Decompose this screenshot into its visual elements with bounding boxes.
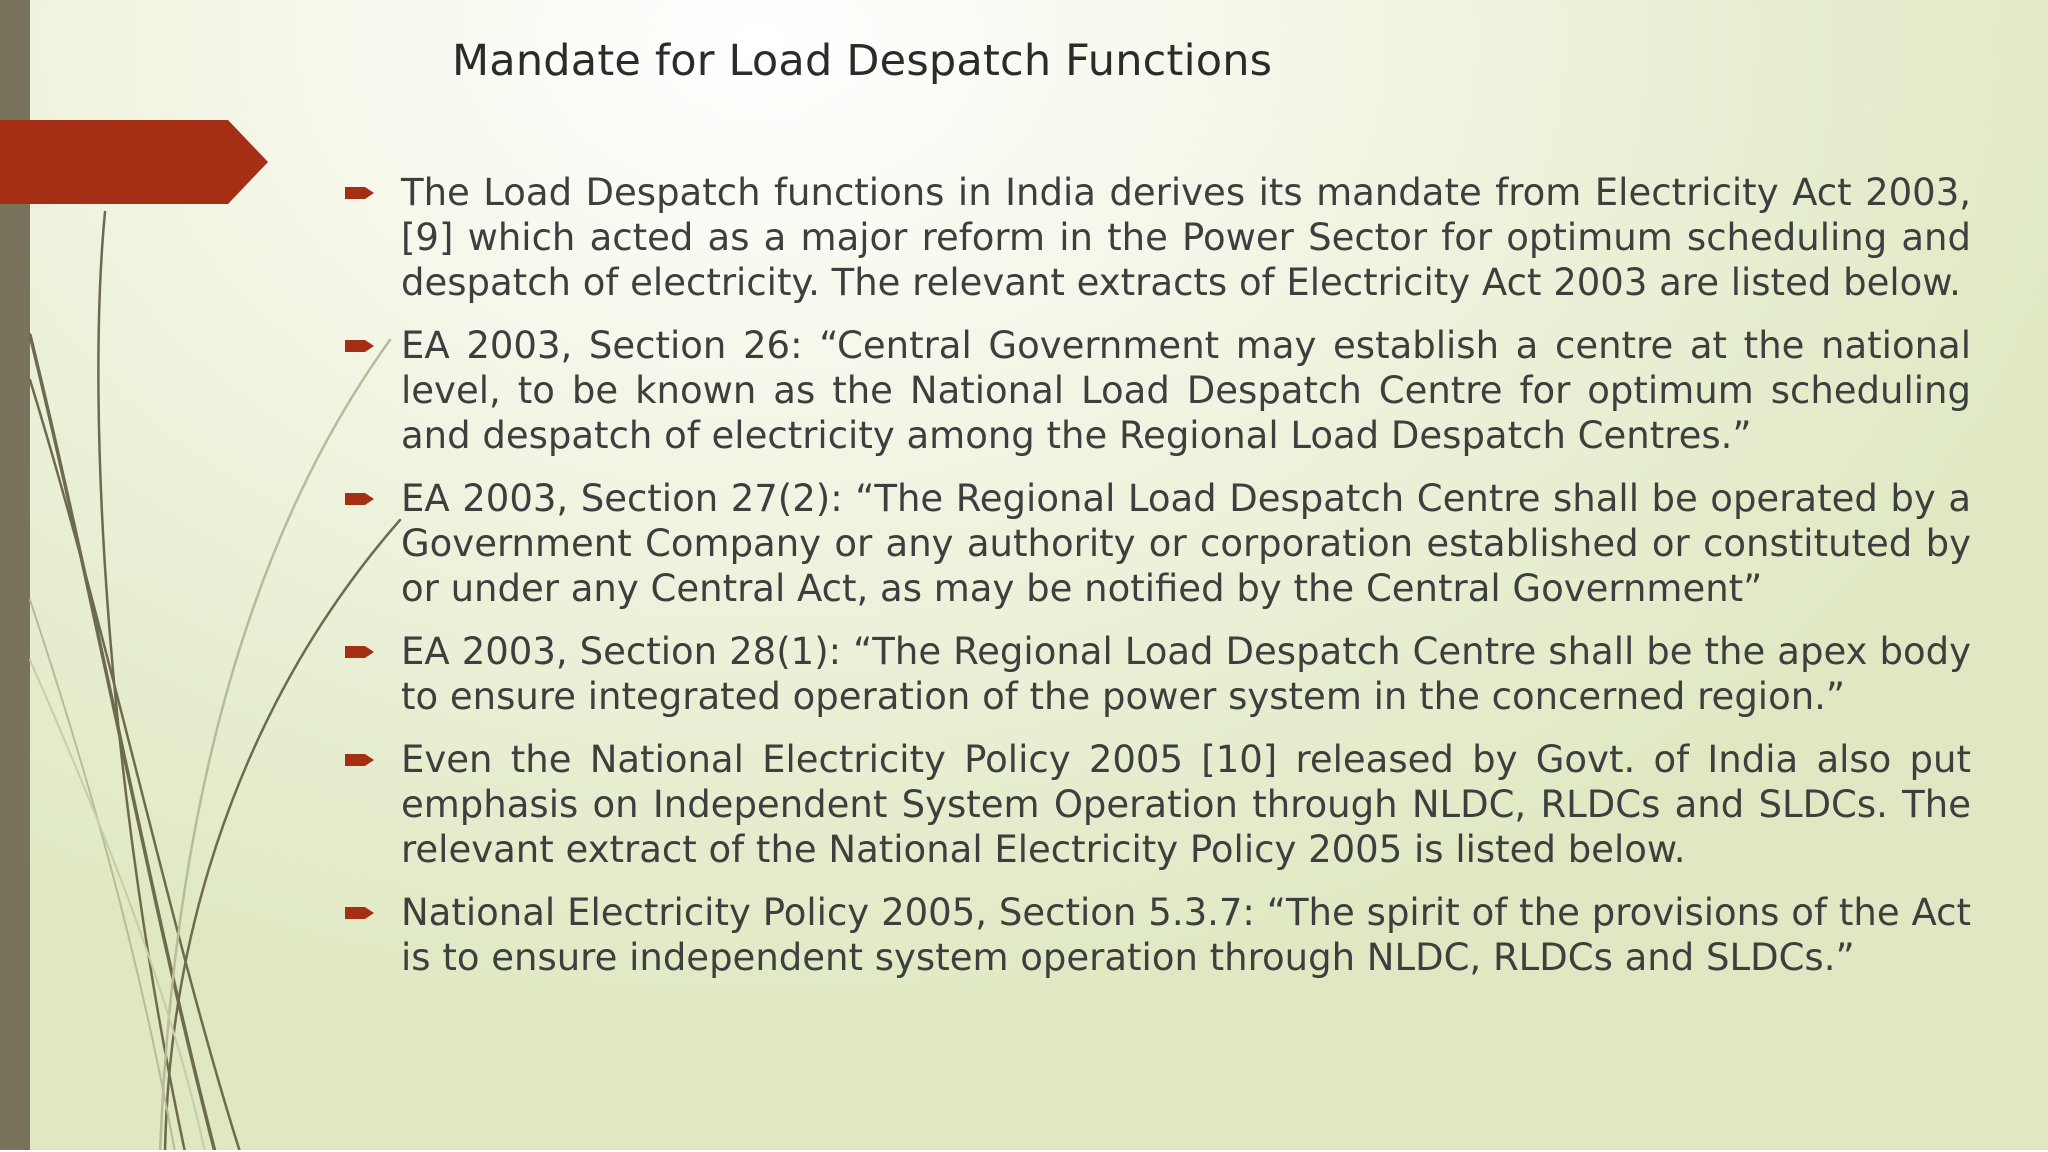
decor-curve-7: [30, 660, 205, 1152]
arrow-bullet-icon: [345, 737, 401, 782]
bullet-item: [345, 323, 1971, 458]
bullet-text: EA 2003, Section 28(1): “The Regional Load Despatch Centre shall be the apex body to ensure integrated operation of the power system in the concerned region.”: [401, 630, 1971, 718]
bullet-text: Even the National Electricity Policy 2005 [10] released by Govt. of India also put emphasis on Independent System Operation through NLDC, RLDCs and SLDCs. The relevant extract of the National Electricity Policy 2005 is listed below.: [401, 738, 1971, 871]
bullet-item: [345, 890, 1971, 980]
bullet-text: National Electricity Policy 2005, Section 5.3.7: “The spirit of the provisions of the Act is to ensure independent system operation through NLDC, RLDCs and SLDCs.”: [401, 891, 1971, 979]
bullet-text: EA 2003, Section 27(2): “The Regional Load Despatch Centre shall be operated by a Government Company or any authority or corporation established or constituted by or under any Central Act, as may be notified by the Central Government”: [401, 477, 1971, 610]
decor-curve-6: [30, 600, 175, 1152]
decor-curve-1: [30, 335, 215, 1152]
arrow-bullet-icon: [345, 170, 401, 215]
arrow-bullet-icon: [345, 890, 401, 935]
slide-title: Mandate for Load Despatch Functions: [452, 36, 1273, 86]
title-arrow-banner: [0, 120, 268, 204]
bullet-list: [345, 170, 1971, 998]
arrow-bullet-icon: [345, 323, 401, 368]
arrow-bullet-icon: [345, 476, 401, 521]
bullet-item: [345, 629, 1971, 719]
arrow-bullet-icon: [345, 629, 401, 674]
decor-curve-3: [98, 212, 185, 1152]
bullet-item: [345, 737, 1971, 872]
bullet-text: EA 2003, Section 26: “Central Government may establish a centre at the national level, to be known as the National Load Despatch Centre for optimum scheduling and despatch of electricity among the Regional Load Despatch Centres.”: [401, 324, 1971, 457]
bullet-item: [345, 476, 1971, 611]
bullet-text: The Load Despatch functions in India derives its mandate from Electricity Act 2003,[9] which acted as a major reform in the Power Sector for optimum scheduling and despatch of electricity. The relevant extracts of Electricity Act 2003 are listed below.: [401, 171, 1971, 304]
bullet-item: [345, 170, 1971, 305]
